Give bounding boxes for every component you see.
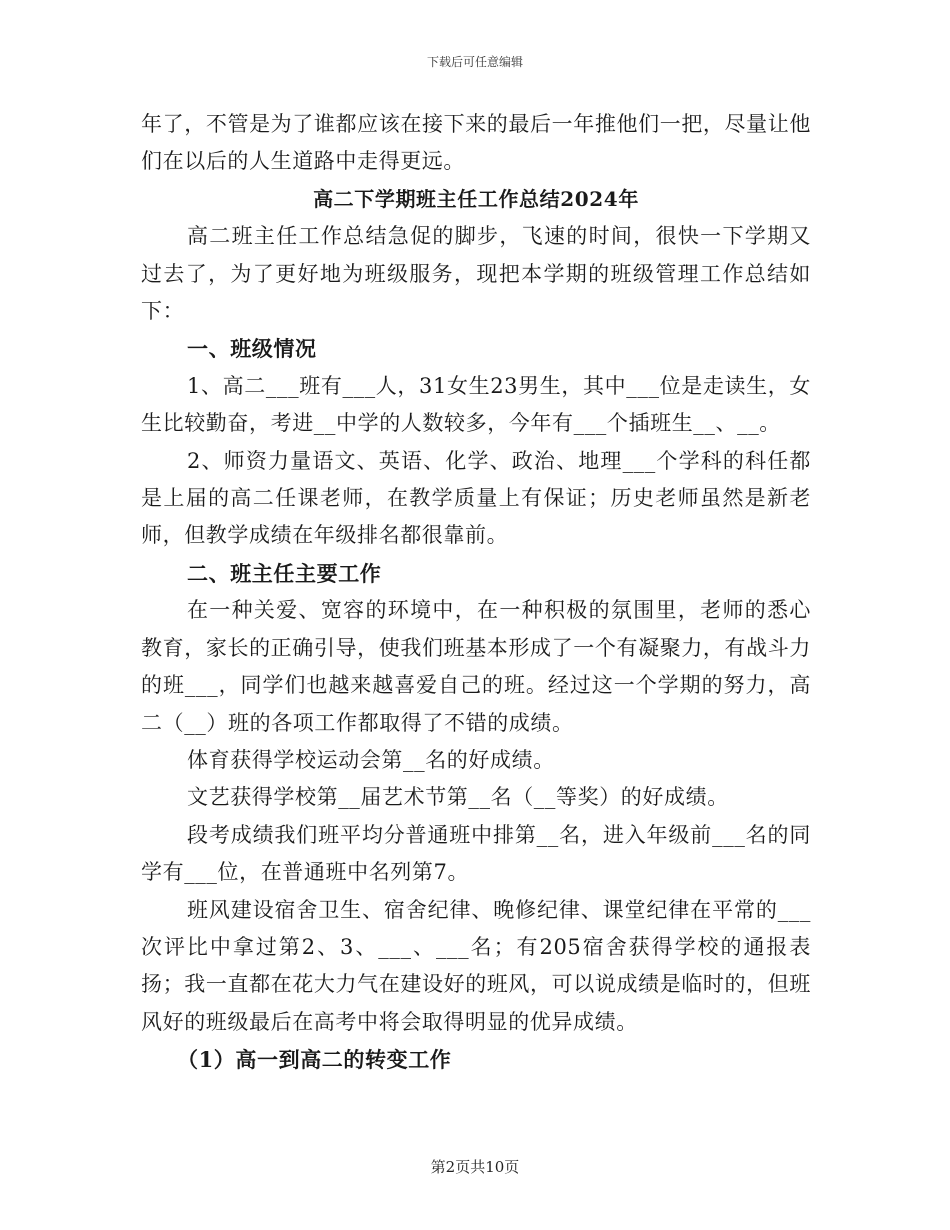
class-situation-item-2: 2、师资力量语文、英语、化学、政治、地理___个学科的科任都是上届的高二任课老师，在教学质量上有保证；历史老师虽然是新老师，但教学成绩在年级排名都很靠前。 <box>141 448 811 548</box>
sports-paragraph: 体育获得学校运动会第__名的好成绩。 <box>187 747 555 772</box>
subsection-heading-transition: （1）高一到高二的转变工作 <box>177 1047 452 1073</box>
continued-paragraph: 年了，不管是为了谁都应该在接下来的最后一年推他们一把，尽量让他们在以后的人生道路中走得更远。 <box>141 112 811 174</box>
document-title: 高二下学期班主任工作总结2024年 <box>313 186 639 211</box>
page-number: 第2页共10页 <box>430 1158 520 1176</box>
document-body <box>141 106 811 1079</box>
section-heading-class-situation: 一、班级情况 <box>187 336 317 362</box>
main-work-paragraph: 在一种关爱、宽容的环境中，在一种积极的氛围里，老师的悉心教育，家长的正确引导，使我们班基本形成了一个有凝聚力，有战斗力的班___，同学们也越来越喜爱自己的班。经过这一个学期的努力，高二（__）班的各项工作都取得了不错的成绩。 <box>141 598 811 735</box>
section-heading-main-work: 二、班主任主要工作 <box>187 560 382 586</box>
header-note: 下载后可任意编辑 <box>426 55 523 69</box>
arts-paragraph: 文艺获得学校第__届艺术节第__名（__等奖）的好成绩。 <box>187 785 729 810</box>
class-situation-item-1: 1、高二___班有___人，31女生23男生，其中___位是走读生，女生比较勤奋，考进__中学的人数较多，今年有___个插班生__、__。 <box>141 373 811 436</box>
class-style-paragraph: 班风建设宿舍卫生、宿舍纪律、晚修纪律、课堂纪律在平常的___次评比中拿过第2、3、___、___名；有205宿舍获得学校的通报表扬；我一直都在花大力气在建设好的班风，可以说成绩是临时的，但班风好的班级最后在高考中将会取得明显的优异成绩。 <box>141 897 811 1034</box>
intro-paragraph: 高二班主任工作总结急促的脚步，飞速的时间，很快一下学期又过去了，为了更好地为班级服务，现把本学期的班级管理工作总结如下： <box>141 224 811 324</box>
exams-paragraph: 段考成绩我们班平均分普通班中排第__名，进入年级前___名的同学有___位，在普通班中名列第7。 <box>141 822 811 885</box>
